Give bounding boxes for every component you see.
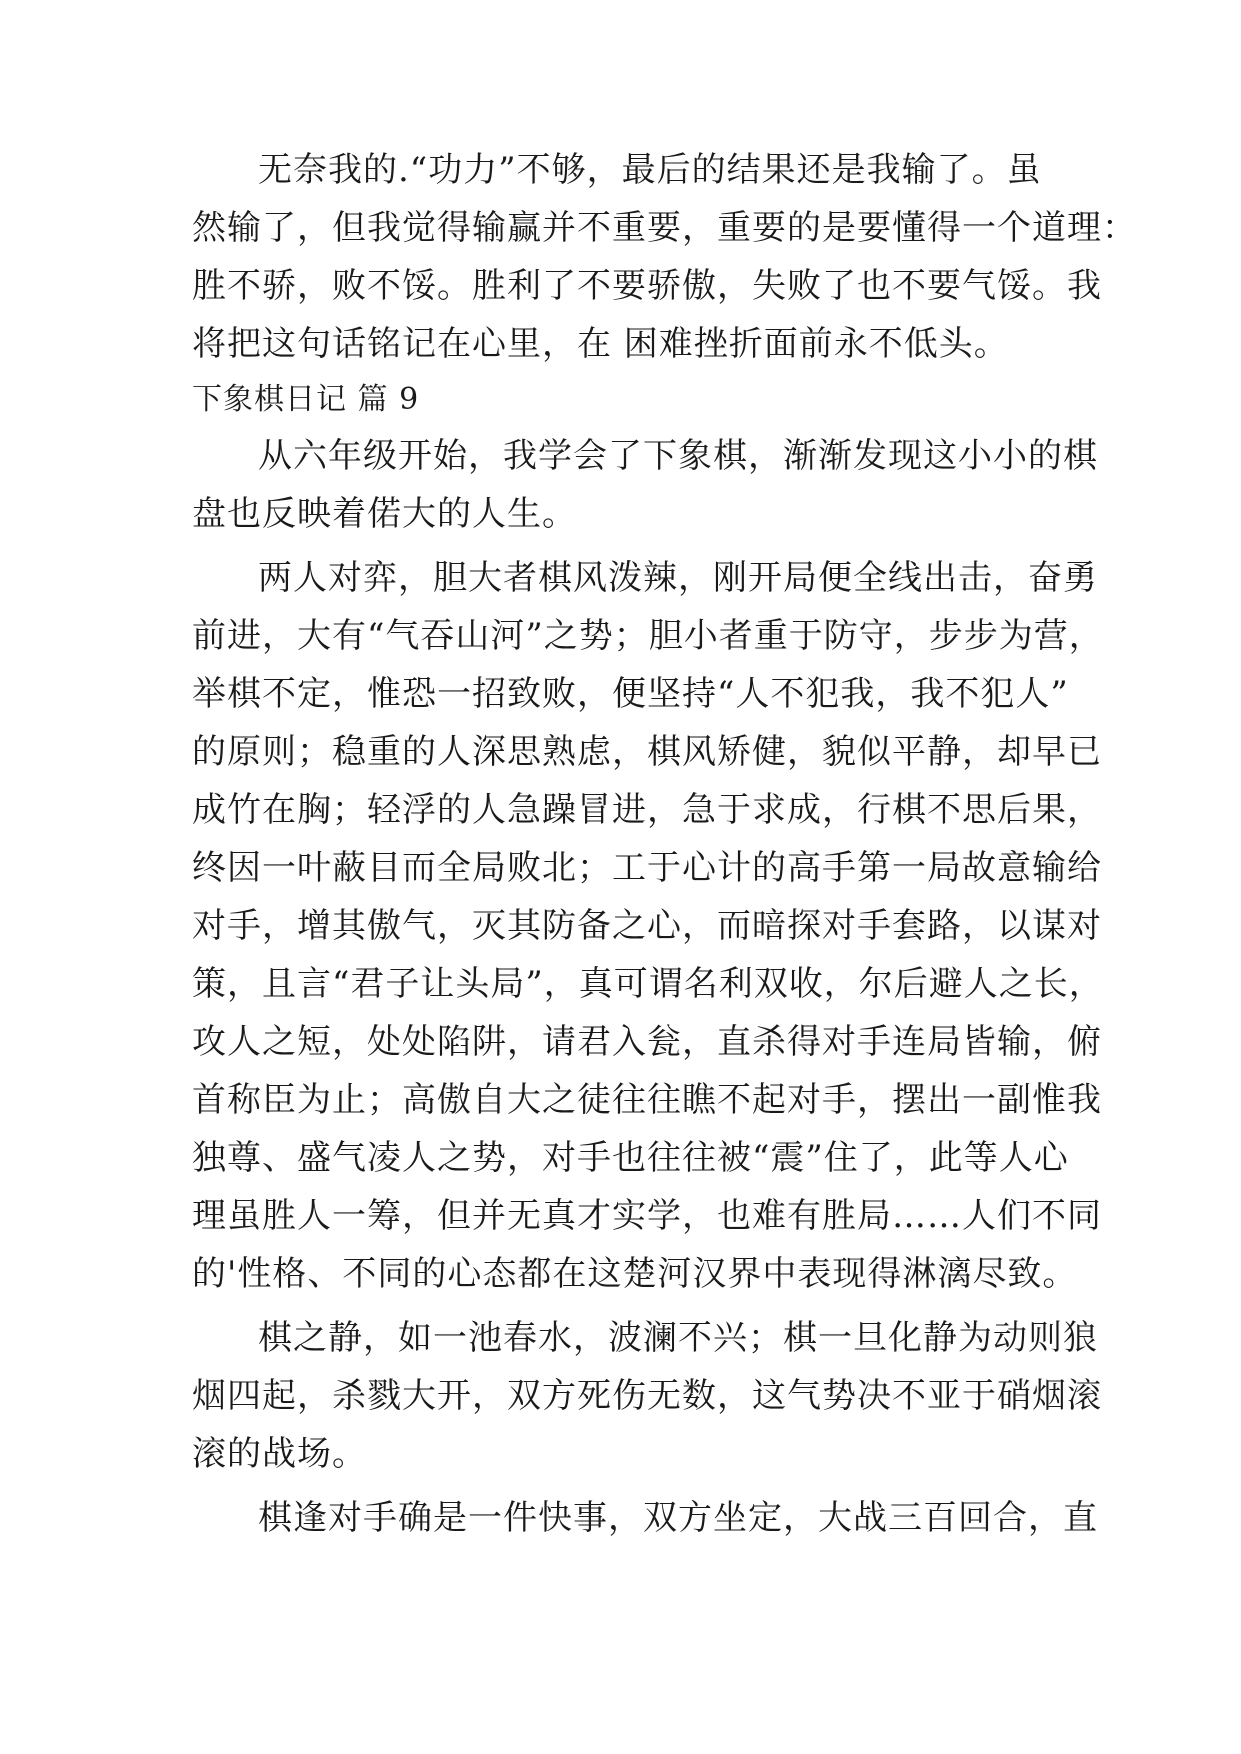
paragraph-line: 的'性格、不同的心态都在这楚河汉界中表现得淋漓尽致。 [192, 1254, 1078, 1294]
paragraph-line: 从六年级开始，我学会了下象棋，渐渐发现这小小的棋 [258, 436, 1098, 476]
paragraph-line: 盘也反映着偌大的人生。 [192, 494, 577, 534]
paragraph-line: 终因一叶蔽目而全局败北；工于心计的高手第一局故意输给 [192, 848, 1102, 888]
paragraph-line: 独尊、盛气凌人之势，对手也往往被“震”住了，此等人心 [192, 1138, 1069, 1178]
paragraph-line: 成竹在胸；轻浮的人急躁冒进，急于求成，行棋不思后果， [192, 790, 1102, 830]
paragraph-line: 滚的战场。 [192, 1434, 367, 1474]
paragraph-line: 两人对弈，胆大者棋风泼辣，刚开局便全线出击，奋勇 [258, 558, 1098, 598]
paragraph-line: 棋逢对手确是一件快事，双方坐定，大战三百回合，直 [258, 1498, 1098, 1538]
paragraph-line: 对手，增其傲气，灭其防备之心，而暗探对手套路，以谋对 [192, 906, 1102, 946]
paragraph-line: 棋之静，如一池春水，波澜不兴；棋一旦化静为动则狼 [258, 1318, 1098, 1358]
paragraph-line: 胜不骄，败不馁。胜利了不要骄傲，失败了也不要气馁。我 [192, 266, 1102, 306]
paragraph-line: 攻人之短，处处陷阱，请君入瓮，直杀得对手连局皆输，俯 [192, 1022, 1102, 1062]
paragraph-line: 将把这句话铭记在心里，在 困难挫折面前永不低头。 [192, 324, 1009, 364]
paragraph-line: 策，且言“君子让头局”，真可谓名利双收，尔后避人之长， [192, 964, 1104, 1004]
paragraph-line: 前进，大有“气吞山河”之势；胆小者重于防守，步步为营， [192, 616, 1104, 656]
paragraph-line: 举棋不定，惟恐一招致败，便坚持“人不犯我，我不犯人” [192, 674, 1069, 714]
paragraph-line: 烟四起，杀戮大开，双方死伤无数，这气势决不亚于硝烟滚 [192, 1376, 1102, 1416]
paragraph-line: 的原则；稳重的人深思熟虑，棋风矫健，貌似平静，却早已 [192, 732, 1102, 772]
paragraph-line: 然输了，但我觉得输赢并不重要，重要的是要懂得一个道理： [192, 208, 1137, 248]
paragraph-line: 无奈我的.“功力”不够，最后的结果还是我输了。虽 [258, 150, 1042, 190]
paragraph-line: 理虽胜人一筹，但并无真才实学，也难有胜局……人们不同 [192, 1196, 1102, 1236]
section-heading: 下象棋日记 篇 9 [192, 382, 420, 417]
paragraph-line: 首称臣为止；高傲自大之徒往往瞧不起对手，摆出一副惟我 [192, 1080, 1102, 1120]
